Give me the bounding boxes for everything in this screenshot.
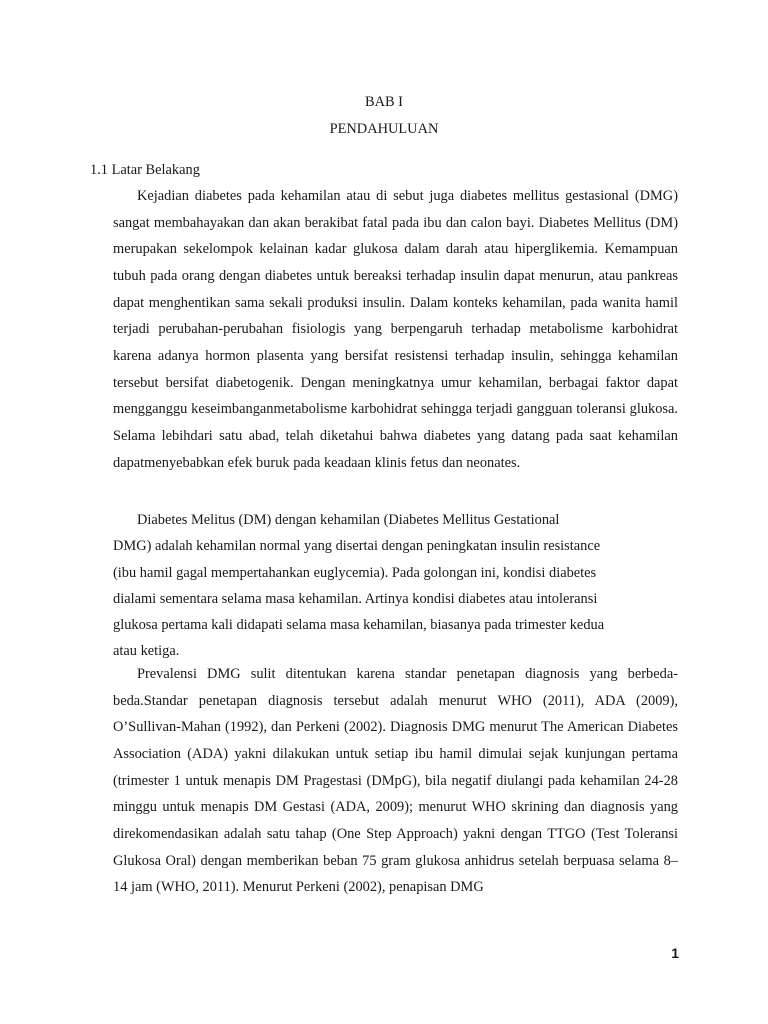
paragraph-line: atau ketiga. bbox=[113, 643, 180, 660]
paragraph-line: Diabetes Melitus (DM) dengan kehamilan (Diabetes Mellitus Gestational bbox=[137, 512, 560, 528]
paragraph-line: DMG) adalah kehamilan normal yang disertai dengan peningkatan insulin resistance bbox=[113, 538, 601, 555]
chapter-title: PENDAHULUAN bbox=[329, 121, 439, 137]
paragraph-line: glukosa pertama kali didapati selama masa kehamilan, biasanya pada trimester kedua bbox=[113, 617, 605, 634]
chapter-number: BAB I bbox=[365, 94, 403, 110]
section-heading: 1.1 Latar Belakang bbox=[90, 162, 200, 178]
paragraph-prevalence: Prevalensi DMG sulit ditentukan karena standar penetapan diagnosis yang berbeda-beda.Standar penetapan diagnosis tersebut adalah menurut WHO (2011), ADA (2009), O’Sullivan-Mahan (1992), dan Perkeni (2002). Diagnosis DMG menurut The American Diabetes Association (ADA) yakni dilakukan untuk setiap ibu hamil dimulai sejak kunjungan pertama (trimester 1 untuk menapis DM Pragestasi (DMpG), bila negatif diulangi pada kehamilan 24-28 minggu untuk menapis DM Gestasi (ADA, 2009); menurut WHO skrining dan diagnosis yang direkomendasikan adalah satu tahap (One Step Approach) yakni dengan TTGO (Test Toleransi Glukosa Oral) dengan memberikan beban 75 gram glukosa anhidrus setelah berpuasa selama 8–14 jam (WHO, 2011). Menurut Perkeni (2002), penapisan DMG bbox=[113, 666, 678, 896]
paragraph-line: (ibu hamil gagal mempertahankan euglycemia). Pada golongan ini, kondisi diabetes bbox=[113, 564, 597, 581]
page-number: 1 bbox=[671, 945, 679, 961]
paragraph-background: Kejadian diabetes pada kehamilan atau di sebut juga diabetes mellitus gestasional (DMG) sangat membahayakan dan akan berakibat fatal pada ibu dan calon bayi. Diabetes Mellitus (DM) merupakan sekelompok kelainan kadar glukosa dalam darah atau hiperglikemia. Kemampuan tubuh pada orang dengan diabetes untuk bereaksi terhadap insulin dapat menurun, atau pankreas dapat menghentikan sama sekali produksi insulin. Dalam konteks kehamilan, pada wanita hamil terjadi perubahan-perubahan fisiologis yang berpengaruh terhadap metabolisme karbohidrat karena adanya hormon plasenta yang bersifat resistensi terhadap insulin, sehingga kehamilan tersebut bersifat diabetogenik. Dengan meningkatnya umur kehamilan, berbagai faktor dapat mengganggu keseimbanganmetabolisme karbohidrat sehingga terjadi gangguan toleransi glukosa. Selama lebihdari satu abad, telah diketahui bahwa diabetes yang datang pada saat kehamilan dapatmenyebabkan efek buruk pada keadaan klinis fetus dan neonates. bbox=[113, 188, 678, 471]
paragraph-diabetes-definition bbox=[113, 507, 653, 665]
paragraph-line: dialami sementara selama masa kehamilan. Artinya kondisi diabetes atau intoleransi bbox=[113, 590, 598, 607]
